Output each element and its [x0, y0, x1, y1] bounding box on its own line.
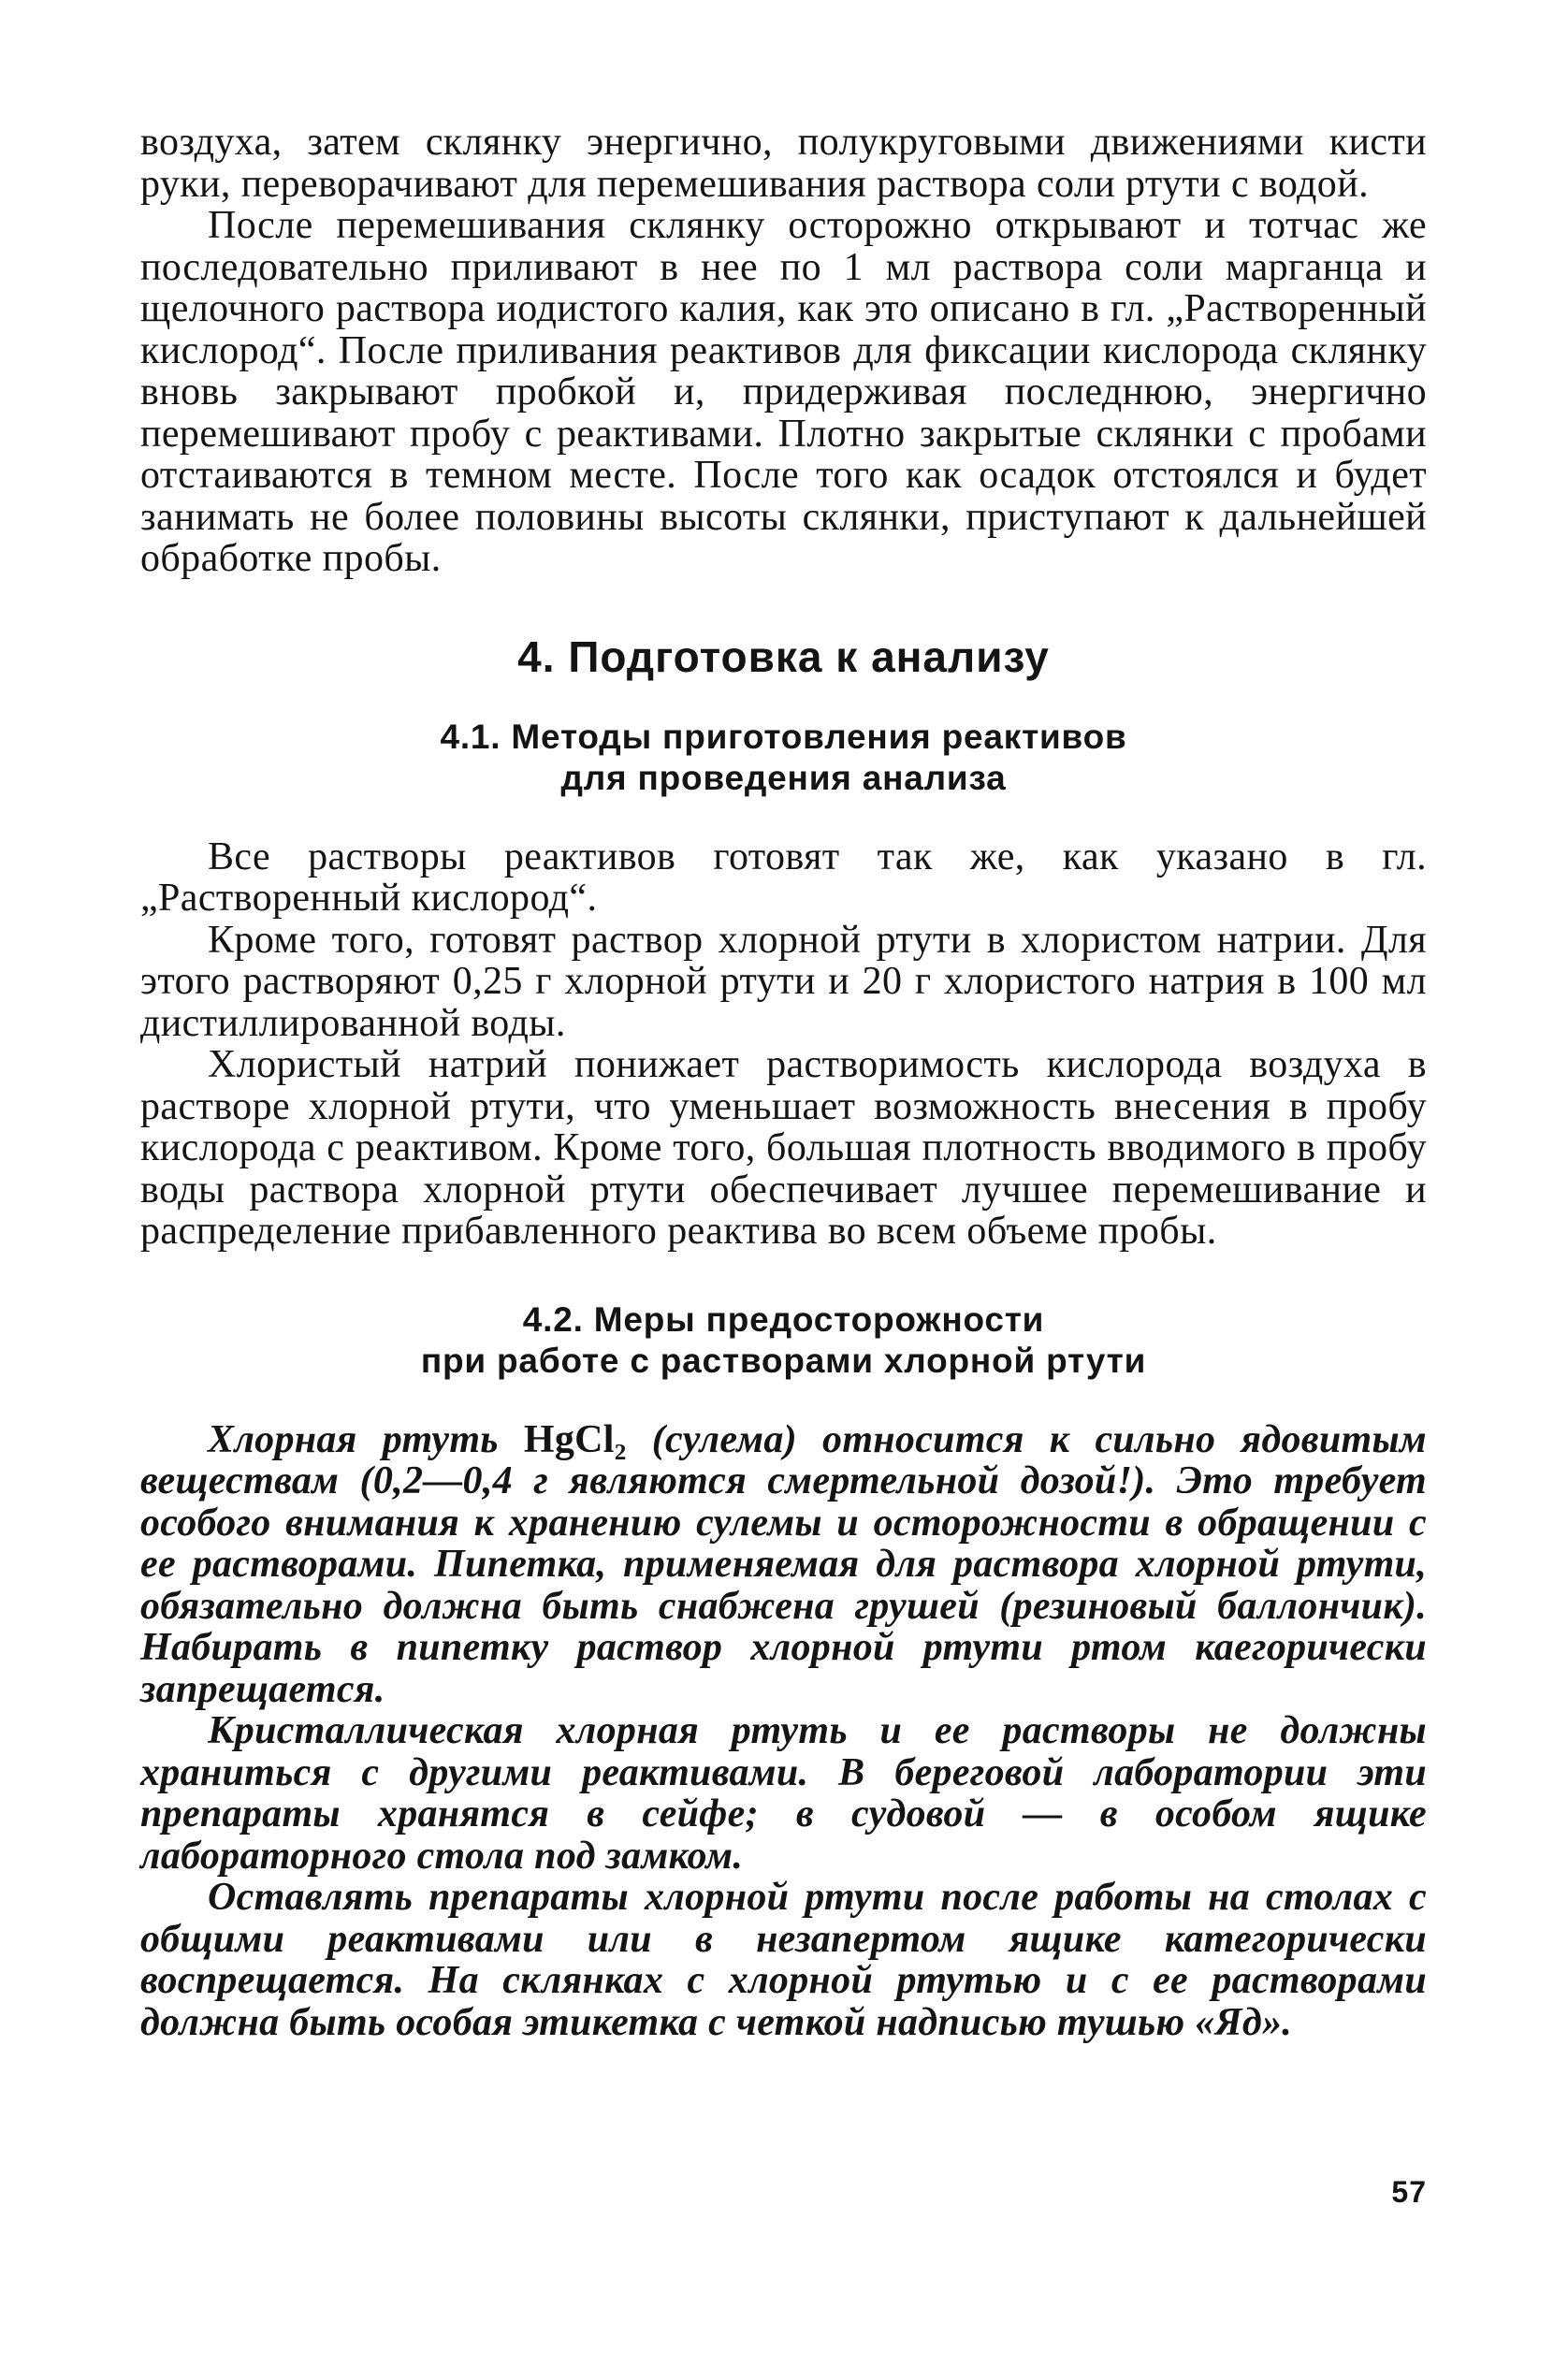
warning-paragraph-labeling: Оставлять препараты хлорной ртути после работы на столах с общими реактивами или в незапертом ящике категорически воспрещается. На склянках с хлорной ртутью и с ее растворами должна быть особая этикетка с четкой надписью тушью «Яд». — [140, 1876, 1427, 2044]
subsection-4-1-title — [140, 717, 1427, 799]
paragraph-sodium-chloride: Хлористый натрий понижает растворимость кислорода воздуха в растворе хлорной ртути, что уменьшает возможность внесения в пробу кислорода с реактивом. Кроме того, большая плотность вводимого в пробу воды раствора хлорной ртути обеспечивает лучшее перемешивание и распределение прибавленного реактива во всем объеме пробы. — [140, 1043, 1427, 1253]
paragraph-mixing-procedure: После перемешивания склянку осторожно открывают и тотчас же последовательно приливают в нее по 1 мл раствора соли марганца и щелочного раствора иодистого калия, как это описано в гл. „Растворенный кислород“. После приливания реактивов для фиксации кислорода склянку вновь закрывают пробкой и, придерживая последнюю, энергично перемешивают пробу с реактивами. Плотно закрытые склянки с пробами отстаиваются в темном месте. После того как осадок отстоялся и будет занимать не более половины высоты склянки, приступают к дальнейшей обработке пробы. — [140, 204, 1427, 580]
paragraph-mercury-solution: Кроме того, готовят раствор хлорной ртути в хлористом натрии. Для этого растворяют 0,25 г хлорной ртути и 20 г хлористого натрия в 100 мл дистиллированной воды. — [140, 918, 1427, 1045]
warning-paragraph-toxicity — [140, 1419, 1427, 1711]
subsection-4-2-title-line2: при работе с растворами хлорной ртути — [420, 1341, 1147, 1380]
paragraph-reagents: Все растворы реактивов готовят так же, как указано в гл. „Растворенный кислород“. — [140, 834, 1427, 920]
warning-toxicity-end: (сулема) относится к сильно ядовитым веществам (0,2—0,4 г являются смертельной дозой!). Это требует особого внимания к хранению сулемы и осторожности в обращении с ее растворами. Пипетка, применяемая для раствора хлорной ртути, обязательно должна быть снабжена грушей (резиновый баллончик). Набирать в пипетку раствор хлорной ртути ртом каегорически запрещается. — [140, 1417, 1428, 1711]
book-page — [140, 122, 1427, 2301]
warning-toxicity-start: Хлорная ртуть — [208, 1417, 524, 1461]
section-title: 4. Подготовка к анализу — [517, 631, 1050, 681]
mercury-chloride-formula: HgCl₂ — [523, 1417, 627, 1461]
subsection-4-2-title-line1: 4.2. Меры предосторожности — [522, 1299, 1045, 1339]
subsection-4-1-title-line2: для проведения анализа — [560, 758, 1007, 797]
warning-paragraph-storage: Кристаллическая хлорная ртуть и ее растворы не должны храниться с другими реактивами. В береговой лаборатории эти препараты хранятся в сейфе; в судовой — в особом ящике лабораторного стола под замком. — [140, 1709, 1427, 1878]
paragraph-continuation: воздуха, затем склянку энергично, полукруговыми движениями кисти руки, переворачивают для перемешивания раствора соли ртути с водой. — [140, 121, 1427, 206]
subsection-4-1-title-line1: 4.1. Методы приготовления реактивов — [440, 717, 1127, 756]
page-number: 57 — [1391, 2175, 1427, 2209]
subsection-4-2-title — [140, 1299, 1427, 1382]
